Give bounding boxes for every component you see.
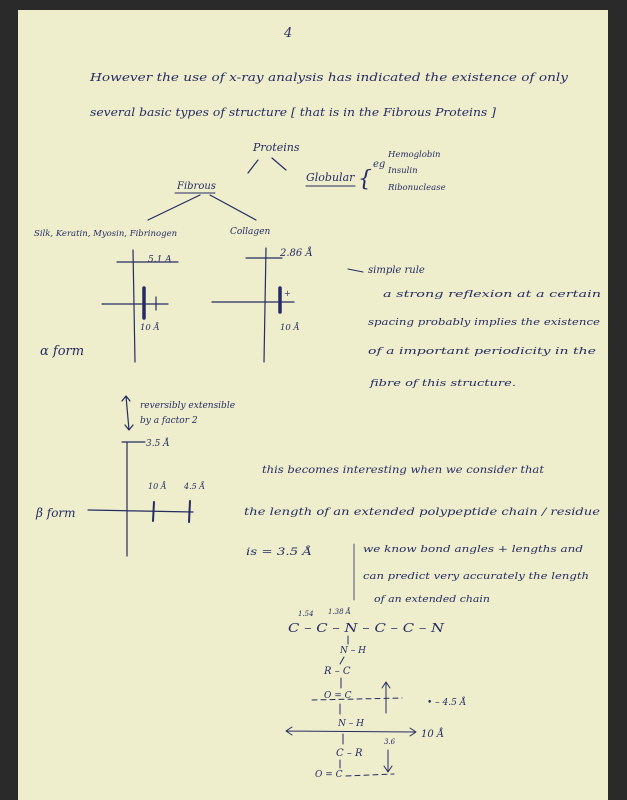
alpha-left-spacing: 5.1 A (148, 255, 172, 265)
intro-line-2: several basic types of structure [ that is in the Fibrous Proteins ] (90, 106, 497, 119)
chem-nh-2: N – H (338, 719, 364, 729)
branch-left: Silk, Keratin, Myosin, Fibrinogen (34, 229, 178, 239)
alpha-form-label: α form (40, 344, 85, 359)
tree-branch-lines (148, 158, 286, 220)
alpha-right-10a: 10 Å (280, 323, 300, 333)
chem-rc: R – C (324, 666, 351, 677)
dist-10: 10 Å (421, 729, 445, 740)
example-3: Ribonuclease (388, 183, 446, 193)
beta-axes (88, 442, 193, 556)
handwritten-notes (18, 10, 608, 800)
beta-label-10: 10 Å (148, 482, 167, 491)
beta-reflection-10 (153, 502, 154, 521)
beta-label-45: 4.5 Å (184, 482, 206, 491)
bond-length-2: 1.38 Å (328, 608, 351, 616)
rule-line-1: a strong reflexion at a certain (383, 289, 601, 300)
alpha-right-spacing: 2.86 Å (280, 248, 313, 259)
alpha-left-10a: 10 Å (140, 323, 160, 333)
globular-brace: { (358, 167, 372, 192)
rule-title: simple rule (368, 265, 425, 276)
explain-line-5: of an extended chain (374, 594, 490, 605)
beta-spacing-top: 3.5 Å (146, 439, 170, 449)
intro-line-1: However the use of x-ray analysis has indicated the existence of only (88, 71, 569, 84)
alpha-diagrams (40, 247, 313, 362)
explain-is-eq: is = 3.5 Å (246, 547, 296, 558)
document-page (18, 10, 608, 800)
page-number: 4 (284, 26, 293, 41)
beta-diagram (35, 437, 205, 556)
alpha-left-axes (102, 250, 178, 362)
branch-right: Collagen (230, 227, 271, 237)
arrow-up (382, 682, 390, 713)
rule-arrow (348, 269, 363, 272)
chem-co-2: O = C (315, 770, 343, 780)
bond-length-1: 1.54 (298, 610, 314, 618)
reversible-arrow (122, 396, 133, 430)
tree-fibrous: Fibrous (177, 181, 216, 192)
rule-line-4: fibre of this structure. (368, 378, 516, 389)
polypeptide-sketch (286, 607, 466, 780)
dist-45: • – 4.5 Å (427, 698, 467, 708)
explain-line-1: this becomes interesting when we consider that (262, 465, 546, 476)
rule-line-2: spacing probably implies the existence (368, 317, 601, 328)
transition-line-1: reversibly extensible (140, 401, 236, 411)
explain-line-4: can predict very accurately the length (363, 571, 589, 582)
chem-nh-1: N – H (340, 646, 366, 656)
dash-line-2 (346, 774, 394, 776)
val-36: 3.6 (384, 738, 396, 746)
rule-notes (348, 265, 601, 389)
arrow-down (384, 750, 392, 772)
rule-line-3: of a important periodicity in the (368, 346, 597, 357)
tree-eg: eg (373, 159, 386, 170)
beta-form-label: β form (36, 506, 76, 520)
example-2: Insulin (388, 166, 418, 176)
tree-globular: Globular (306, 171, 355, 184)
example-1: Hemoglobin (388, 150, 441, 160)
tree-root: Proteins (253, 141, 300, 154)
alpha-right-plus: + (284, 289, 291, 298)
bond-v2 (340, 657, 344, 664)
transition (122, 396, 235, 430)
explain-line-2: the length of an extended polypeptide chain / residue (244, 507, 601, 518)
chem-cr: C – R (336, 748, 363, 759)
beta-reflection-45 (189, 501, 190, 522)
transition-line-2: by a factor 2 (140, 416, 198, 426)
chain-formula: C – C – N – C – C – N (288, 621, 445, 635)
protein-tree (34, 141, 446, 239)
chem-co-1: O = C (324, 691, 352, 701)
explain-line-3: we know bond angles + lengths and (363, 544, 583, 555)
explanation (244, 465, 600, 605)
